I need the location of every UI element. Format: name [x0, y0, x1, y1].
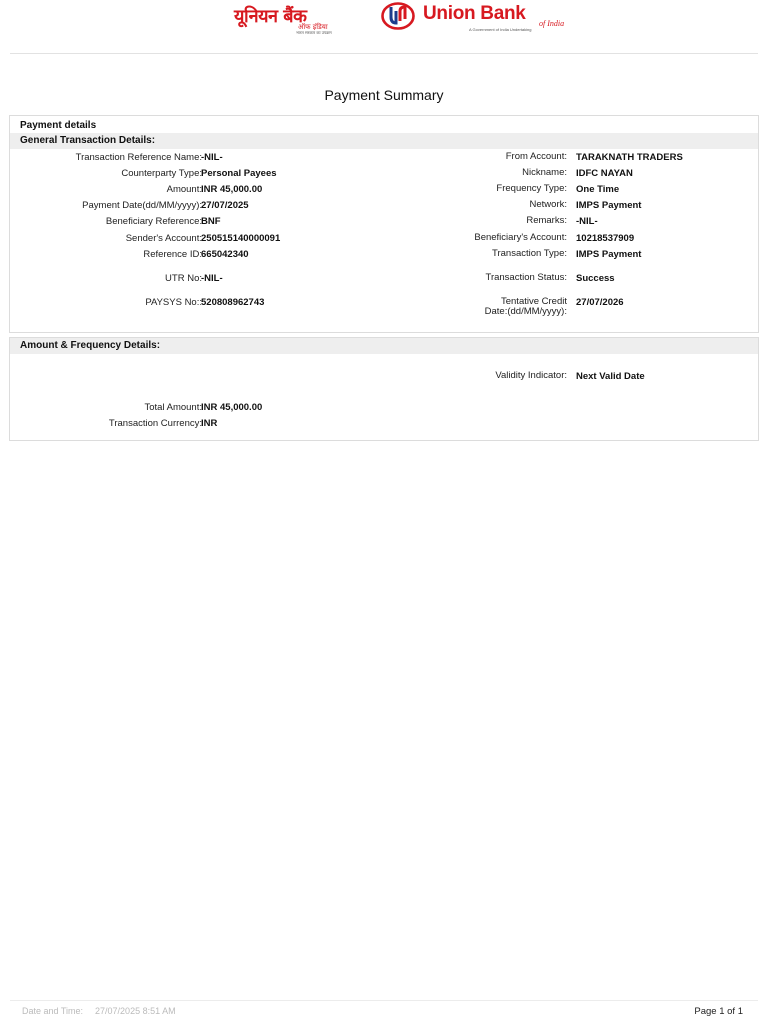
page-title: Payment Summary	[324, 87, 444, 103]
payment-details-heading: Payment details	[20, 120, 97, 131]
field-value: 665042340	[201, 249, 249, 260]
field-label: Frequency Type:	[496, 183, 567, 194]
field-label-line: Date:(dd/MM/yyyy):	[484, 306, 567, 317]
field-value: -NIL-	[201, 152, 223, 163]
field-value: 27/07/2026	[576, 297, 624, 308]
field-value: IMPS Payment	[576, 200, 642, 211]
field-label: Beneficiary Reference:	[105, 216, 202, 227]
amount-frequency-panel	[9, 337, 759, 441]
field-label: Network:	[529, 199, 567, 210]
bank-tagline-english: A Government of India Undertaking	[469, 27, 532, 32]
page-number: Page 1 of 1	[694, 1006, 743, 1017]
bank-sub-english: of India	[539, 19, 565, 28]
field-label: Counterparty Type:	[121, 168, 202, 179]
amount-frequency-band	[10, 338, 758, 354]
field-label: Payment Date(dd/MM/yyyy):	[82, 200, 202, 211]
datetime-value: 27/07/2025 8:51 AM	[95, 1006, 176, 1016]
general-details-heading: General Transaction Details:	[20, 135, 156, 146]
field-label: Beneficiary's Account:	[474, 232, 567, 243]
field-label: Reference ID:	[143, 249, 202, 260]
field-label: Amount:	[166, 184, 202, 195]
field-value: Success	[576, 273, 615, 284]
field-label: UTR No:	[165, 273, 202, 284]
datetime-label: Date and Time:	[22, 1006, 84, 1016]
field-label: PAYSYS No::	[145, 297, 202, 308]
bank-header	[0, 0, 768, 54]
field-value: INR 45,000.00	[201, 184, 263, 195]
field-value: BNF	[201, 216, 221, 227]
field-label: Transaction Reference Name:	[75, 152, 202, 163]
header-divider	[10, 53, 758, 54]
bank-sub-hindi: ऑफ इंडिया	[298, 23, 328, 31]
field-value: 27/07/2025	[201, 200, 249, 211]
field-value: One Time	[576, 184, 620, 195]
field-label: Transaction Status:	[485, 272, 567, 283]
field-value: 520808962743	[201, 297, 265, 308]
field-value: -NIL-	[576, 216, 598, 227]
bank-tagline-hindi: भारत सरकार का उपक्रम	[296, 30, 332, 35]
field-label: Transaction Type:	[492, 248, 567, 259]
field-value: INR 45,000.00	[201, 402, 263, 413]
bank-name-hindi: यूनियन बैंक	[234, 6, 307, 27]
field-value: Next Valid Date	[576, 371, 645, 382]
field-label: Nickname:	[522, 167, 567, 178]
footer-datetime	[22, 1006, 176, 1016]
field-value: 250515140000091	[201, 233, 281, 244]
field-label: Transaction Currency:	[108, 418, 202, 429]
field-value: IDFC NAYAN	[576, 168, 633, 179]
amount-frequency-heading: Amount & Frequency Details:	[20, 340, 161, 351]
field-label: From Account:	[505, 151, 567, 162]
general-details-band	[10, 133, 758, 149]
field-label: Sender's Account:	[125, 233, 202, 244]
field-label	[485, 297, 567, 317]
field-label: Remarks:	[526, 215, 567, 226]
field-label-line: Tentative Credit	[500, 296, 567, 307]
union-bank-logo-icon	[381, 2, 415, 30]
field-value: -NIL-	[201, 273, 223, 284]
field-value: INR	[201, 418, 218, 429]
footer-divider	[10, 1000, 758, 1001]
field-value: TARAKNATH TRADERS	[576, 152, 683, 163]
payment-details-panel	[9, 115, 759, 333]
field-value: Personal Payees	[201, 168, 277, 179]
field-value: IMPS Payment	[576, 249, 642, 260]
field-label: Validity Indicator:	[495, 370, 567, 381]
field-value: 10218537909	[576, 233, 635, 244]
bank-name-english: Union Bank	[423, 3, 526, 24]
bank-logo-english	[423, 4, 583, 32]
bank-logo-hindi	[234, 4, 370, 35]
field-label: Total Amount:	[144, 402, 202, 413]
